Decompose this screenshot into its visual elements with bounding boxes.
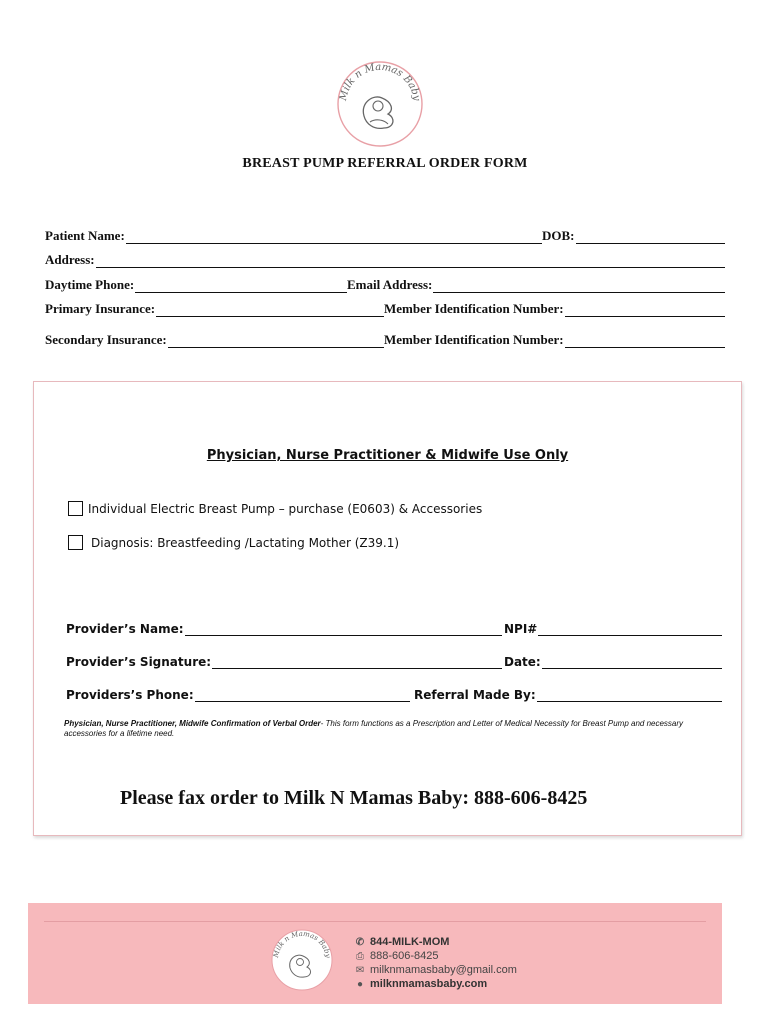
provider-signature-field[interactable] — [66, 651, 502, 669]
provider-phone-label: Providers’s Phone: — [66, 688, 194, 702]
member-id-line-2 — [565, 335, 725, 348]
member-id-field-1[interactable] — [384, 299, 725, 317]
address-label: Address: — [45, 252, 95, 267]
footer-divider — [44, 921, 706, 922]
dob-label: DOB: — [542, 228, 575, 243]
contact-fax-text: 888-606-8425 — [370, 950, 439, 962]
footer-logo — [270, 928, 334, 992]
footer-logo-text: Milk n Mamas Baby — [271, 929, 332, 959]
email-field[interactable] — [347, 275, 725, 293]
pump-checkbox[interactable] — [68, 501, 83, 516]
email-line — [433, 280, 725, 293]
address-field[interactable] — [45, 250, 725, 268]
provider-signature-line — [212, 658, 502, 669]
secondary-insurance-line — [168, 335, 384, 348]
contact-email-text: milknmamasbaby@gmail.com — [370, 964, 517, 976]
dob-line — [576, 231, 726, 244]
primary-insurance-label: Primary Insurance: — [45, 301, 156, 316]
address-row — [45, 250, 725, 268]
daytime-phone-field[interactable] — [45, 275, 347, 293]
provider-signature-label: Provider’s Signature: — [66, 655, 212, 669]
date-field[interactable] — [504, 651, 722, 669]
patient-name-line — [126, 231, 542, 244]
provider-phone-line — [195, 691, 410, 702]
provider-phone-row — [66, 684, 722, 700]
referral-made-by-line — [537, 691, 722, 702]
patient-name-label: Patient Name: — [45, 228, 125, 243]
primary-insurance-line — [156, 304, 384, 317]
footer-banner — [28, 903, 722, 1004]
diagnosis-checkbox[interactable] — [68, 535, 83, 550]
referral-made-by-label: Referral Made By: — [414, 688, 536, 702]
referral-made-by-field[interactable] — [414, 684, 722, 702]
patient-row — [45, 226, 725, 244]
npi-field[interactable] — [504, 618, 722, 636]
member-id-label-2: Member Identification Number: — [384, 332, 564, 347]
contact-phone[interactable] — [354, 935, 517, 949]
provider-signature-row — [66, 651, 722, 667]
date-label: Date: — [504, 655, 541, 669]
checkbox-row-pump[interactable] — [68, 501, 482, 516]
contact-website-text: milknmamasbaby.com — [370, 978, 488, 990]
contact-fax[interactable] — [354, 949, 517, 963]
form-title: BREAST PUMP REFERRAL ORDER FORM — [242, 156, 528, 171]
fax-instruction: Please fax order to Milk N Mamas Baby: 888-606-8425 — [120, 787, 588, 809]
member-id-label-1: Member Identification Number: — [384, 301, 564, 316]
contact-website[interactable] — [354, 977, 517, 991]
phone-icon: ✆ — [355, 936, 365, 948]
daytime-phone-label: Daytime Phone: — [45, 277, 135, 292]
contact-list — [354, 935, 517, 991]
npi-line — [538, 625, 722, 636]
verbal-order-note-bold: Physician, Nurse Practitioner, Midwife Confirmation of Verbal Order — [64, 719, 321, 728]
provider-name-label: Provider’s Name: — [66, 622, 184, 636]
provider-name-row — [66, 618, 722, 634]
secondary-insurance-field[interactable] — [45, 330, 384, 348]
verbal-order-note — [64, 719, 724, 739]
diagnosis-checkbox-label: Diagnosis: Breastfeeding /Lactating Mother (Z39.1) — [91, 535, 400, 550]
provider-name-field[interactable] — [66, 618, 502, 636]
physician-heading: Physician, Nurse Practitioner & Midwife Use Only — [206, 448, 569, 463]
mail-icon: ✉ — [355, 964, 365, 976]
logo-text: Milk n Mamas Baby — [337, 61, 422, 102]
dob-field[interactable] — [542, 226, 725, 244]
contact-email[interactable] — [354, 963, 517, 977]
secondary-insurance-row — [45, 330, 725, 348]
patient-name-field[interactable] — [45, 226, 542, 244]
globe-icon: ● — [356, 978, 364, 990]
physician-section — [33, 381, 742, 836]
fax-icon: ⎙ — [356, 950, 364, 962]
pump-checkbox-label: Individual Electric Breast Pump – purchase (E0603) & Accessories — [88, 501, 483, 516]
npi-label: NPI# — [504, 622, 538, 636]
primary-insurance-row — [45, 299, 725, 317]
checkbox-row-diagnosis[interactable] — [68, 535, 399, 550]
brand-logo — [334, 58, 426, 150]
date-line — [542, 658, 722, 669]
verbal-order-note-text: - This form functions as a Prescription and Letter of Medical Necessity for Breast Pump and necessary accessories for a lifetime need. — [64, 719, 684, 738]
email-label: Email Address: — [347, 277, 433, 292]
member-id-line-1 — [565, 304, 725, 317]
primary-insurance-field[interactable] — [45, 299, 384, 317]
member-id-field-2[interactable] — [384, 330, 725, 348]
daytime-phone-line — [135, 280, 347, 293]
provider-name-line — [185, 625, 502, 636]
contact-phone-text: 844-MILK-MOM — [370, 936, 450, 948]
provider-phone-field[interactable] — [66, 684, 410, 702]
address-line — [96, 255, 725, 268]
phone-email-row — [45, 275, 725, 293]
secondary-insurance-label: Secondary Insurance: — [45, 332, 167, 347]
